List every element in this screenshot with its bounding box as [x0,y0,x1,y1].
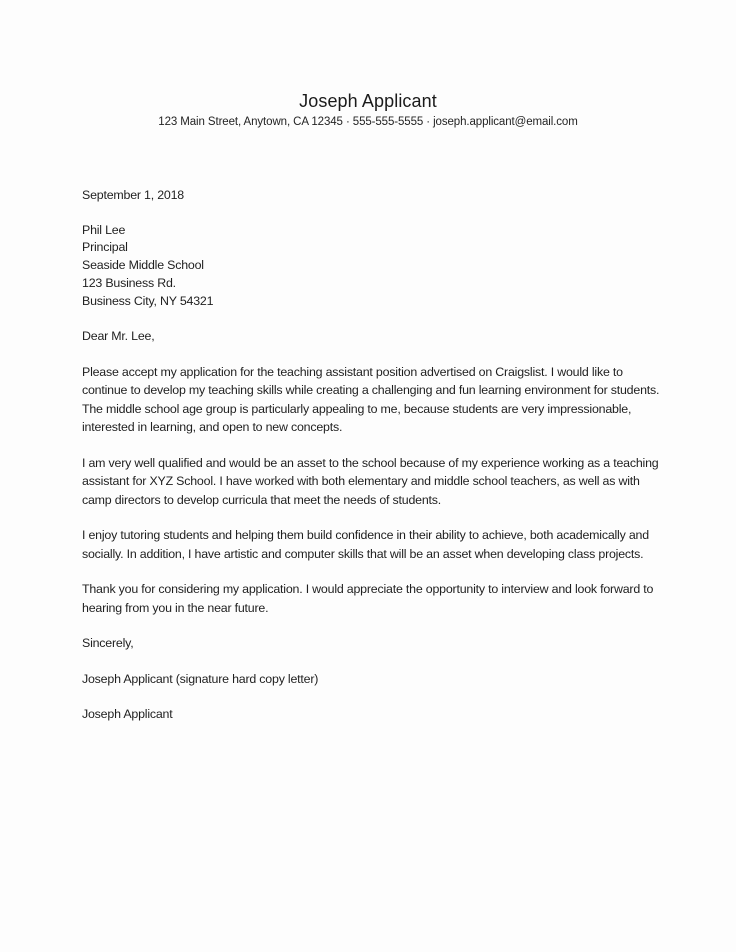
letterhead [0,90,736,130]
typed-name: Joseph Applicant [82,707,173,722]
sender-contact: 123 Main Street, Anytown, CA 12345 · 555-555-5555 · joseph.applicant@email.com [158,116,578,128]
letter-date: September 1, 2018 [82,188,184,202]
recipient-name: Phil Lee [82,222,126,237]
signature-line: Joseph Applicant (signature hard copy letter) [82,671,319,686]
body-paragraph-4: Thank you for considering my application. I would appreciate the opportunity to interview and look forward to hearing from you in the near future. [82,582,654,615]
recipient-address [82,222,660,311]
salutation: Dear Mr. Lee, [82,329,155,344]
recipient-city: Business City, NY 54321 [82,293,214,308]
recipient-street: 123 Business Rd. [82,275,176,290]
letter-body [82,186,660,724]
closing: Sincerely, [82,636,134,651]
body-paragraph-3: I enjoy tutoring students and helping them build confidence in their ability to achieve, both academically and socially. In addition, I have artistic and computer skills that will be an asset when developing class projects. [82,528,649,561]
recipient-title: Principal [82,240,128,255]
body-paragraph-1: Please accept my application for the teaching assistant position advertised on Craigslist. I would like to continue to develop my teaching skills while creating a challenging and fun learning environment for students. The middle school age group is particularly appealing to me, because students are very impressionable, interested in learning, and open to new concepts. [82,364,660,435]
recipient-organization: Seaside Middle School [82,258,204,273]
sender-name: Joseph Applicant [299,91,437,111]
body-paragraph-2: I am very well qualified and would be an asset to the school because of my experience working as a teaching assistant for XYZ School. I have worked with both elementary and middle school teachers, as well as with camp directors to develop curricula that meet the needs of students. [82,455,659,507]
